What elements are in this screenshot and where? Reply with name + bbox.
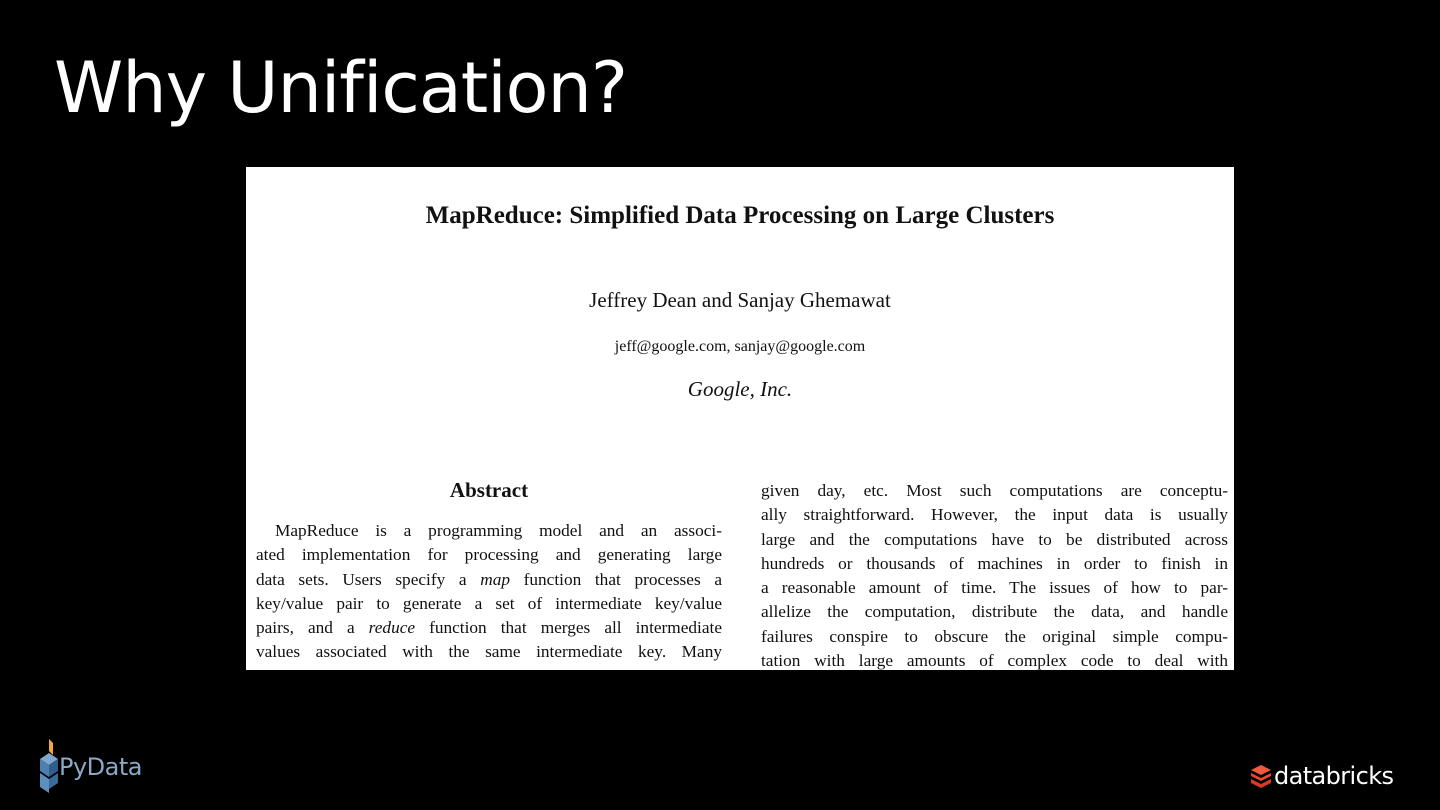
body-line: allelize the computation, distribute the data, and handle	[761, 602, 1228, 622]
abstract-text: data sets. Users specify a	[256, 569, 481, 589]
abstract-text: function that merges all intermediate	[415, 618, 722, 638]
paper-title: MapReduce: Simplified Data Processing on Large Clusters	[425, 202, 1055, 229]
intro-right-column	[761, 479, 1228, 670]
abstract-line	[256, 568, 722, 592]
databricks-logo-text: databricks	[1274, 762, 1394, 790]
abstract-line	[256, 616, 722, 640]
body-line: failures conspire to obscure the original simple compu-	[761, 626, 1228, 646]
paper-authors: Jeffrey Dean and Sanjay Ghemawat	[589, 288, 891, 312]
body-line: ally straightforward. However, the input data is usually	[761, 505, 1228, 525]
pydata-logo-icon	[38, 739, 60, 795]
body-line: given day, etc. Most such computations are conceptu-	[761, 481, 1228, 500]
paper-affiliation: Google, Inc.	[687, 377, 793, 401]
databricks-logo-icon	[1250, 765, 1272, 789]
abstract-text: pairs, and a	[256, 618, 369, 638]
body-line: a reasonable amount of time. The issues of how to par-	[761, 578, 1228, 598]
pydata-logo-text: PyData	[59, 753, 142, 781]
abstract-emphasis-reduce: reduce	[368, 618, 416, 638]
abstract-line: values associated with the same intermediate key. Many	[256, 642, 722, 662]
abstract-emphasis-map: map	[480, 569, 510, 589]
abstract-text: function that processes a	[509, 569, 722, 589]
abstract-line: MapReduce is a programming model and an associ-	[275, 521, 722, 540]
abstract-line: key/value pair to generate a set of intermediate key/value	[256, 593, 722, 613]
body-line: hundreds or thousands of machines in order to finish in	[761, 553, 1228, 573]
body-line: tation with large amounts of complex code to deal with	[761, 651, 1228, 670]
abstract-line: ated implementation for processing and generating large	[256, 545, 722, 565]
abstract-heading: Abstract	[449, 478, 529, 502]
slide-title: Why Unification?	[54, 47, 628, 129]
pydata-logo	[38, 739, 142, 795]
abstract-left-column	[256, 519, 722, 665]
databricks-logo	[1250, 760, 1415, 792]
paper-emails: jeff@google.com, sanjay@google.com	[614, 338, 866, 355]
body-line: large and the computations have to be distributed across	[761, 529, 1228, 549]
paper-excerpt-image	[246, 167, 1234, 670]
